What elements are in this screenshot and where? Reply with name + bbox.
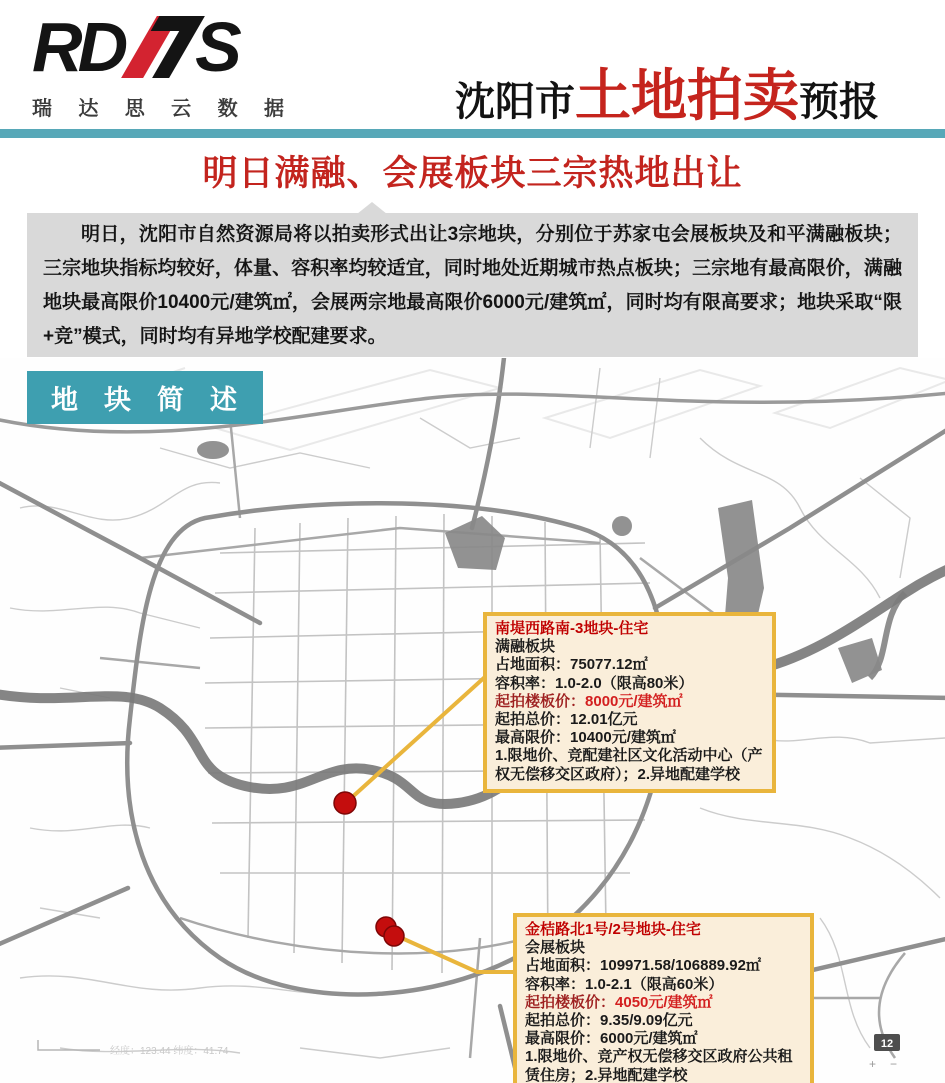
parcel-total-price: 起拍总价：9.35/9.09亿元 bbox=[525, 1012, 693, 1030]
route-badge-label: 12 bbox=[880, 1038, 894, 1050]
parcel-card-manrong bbox=[483, 612, 776, 793]
title-suffix: 预报 bbox=[799, 80, 879, 124]
section-title: 地块简述 bbox=[27, 371, 263, 424]
zoom-out-icon[interactable]: − bbox=[890, 1057, 898, 1071]
parcel-conditions: 1.限地价、竞产权无偿移交区政府公共租赁住房；2.异地配建学校 bbox=[525, 1048, 793, 1083]
logo-letter-r: R bbox=[32, 8, 78, 86]
parcel-price-cap: 最高限价：6000元/建筑㎡ bbox=[525, 1030, 698, 1048]
map-coordinates: 经度：123.44 纬度：41.74 bbox=[110, 1046, 229, 1057]
map-section bbox=[0, 358, 945, 1083]
parcel-district: 会展板块 bbox=[525, 939, 586, 957]
title-highlight: 土地拍卖 bbox=[575, 64, 799, 127]
rdas-logo bbox=[32, 8, 292, 121]
parcel-marker-manrong bbox=[334, 792, 356, 814]
parcel-marker-huizhan-2 bbox=[384, 926, 404, 946]
parcel-title: 南堤西路南-3地块-住宅 bbox=[495, 620, 649, 637]
parcel-card-huizhan bbox=[513, 913, 814, 1083]
title-city: 沈阳市 bbox=[455, 80, 575, 124]
logo-letter-s: S bbox=[195, 8, 237, 86]
parcel-total-price: 起拍总价：12.01亿元 bbox=[495, 711, 638, 729]
zoom-in-icon[interactable]: + bbox=[869, 1057, 877, 1071]
logo-letter-d: D bbox=[77, 8, 124, 86]
parcel-area: 占地面积：109971.58/106889.92㎡ bbox=[525, 957, 761, 975]
headline: 明日满融、会展板块三宗热地出让 bbox=[202, 154, 743, 193]
page-title bbox=[455, 52, 879, 132]
rdas-logo-mark bbox=[32, 8, 292, 86]
parcel-price-cap: 最高限价：10400元/建筑㎡ bbox=[495, 729, 676, 747]
logo-subtitle: 瑞 达 思 云 数 据 bbox=[32, 98, 284, 120]
parcel-conditions: 1.限地价、竞配建社区文化活动中心（产权无偿移交区政府）；2.异地配建学校 bbox=[495, 747, 763, 783]
parcel-floor-price: 起拍楼板价：8000元/建筑㎡ bbox=[495, 692, 683, 710]
parcel-far: 容积率：1.0-2.1（限高60米） bbox=[525, 975, 724, 993]
parcel-district: 满融板块 bbox=[495, 638, 556, 656]
parcel-far: 容积率：1.0-2.0（限高80米） bbox=[495, 674, 694, 692]
parcel-floor-price: 起拍楼板价：4050元/建筑㎡ bbox=[525, 993, 713, 1011]
logo-letter-a-slash bbox=[133, 14, 191, 86]
summary-paragraph: 明日，沈阳市自然资源局将以拍卖形式出让3宗地块，分别位于苏家屯会展板块及和平满融板块；三宗地块指标均较好，体量、容积率均较适宜，同时地处近期城市热点板块；三宗地有最高限价，满融地块最高限价10400元/建筑㎡，会展两宗地最高限价6000元/建筑㎡，同时均有限高要求；地块采取“限+竞”模式，同时均有异地学校配建要求。 bbox=[27, 213, 918, 357]
parcel-title: 金桔路北1号/2号地块-住宅 bbox=[525, 921, 701, 938]
teal-divider bbox=[0, 129, 945, 138]
parcel-area: 占地面积：75077.12㎡ bbox=[495, 656, 648, 674]
